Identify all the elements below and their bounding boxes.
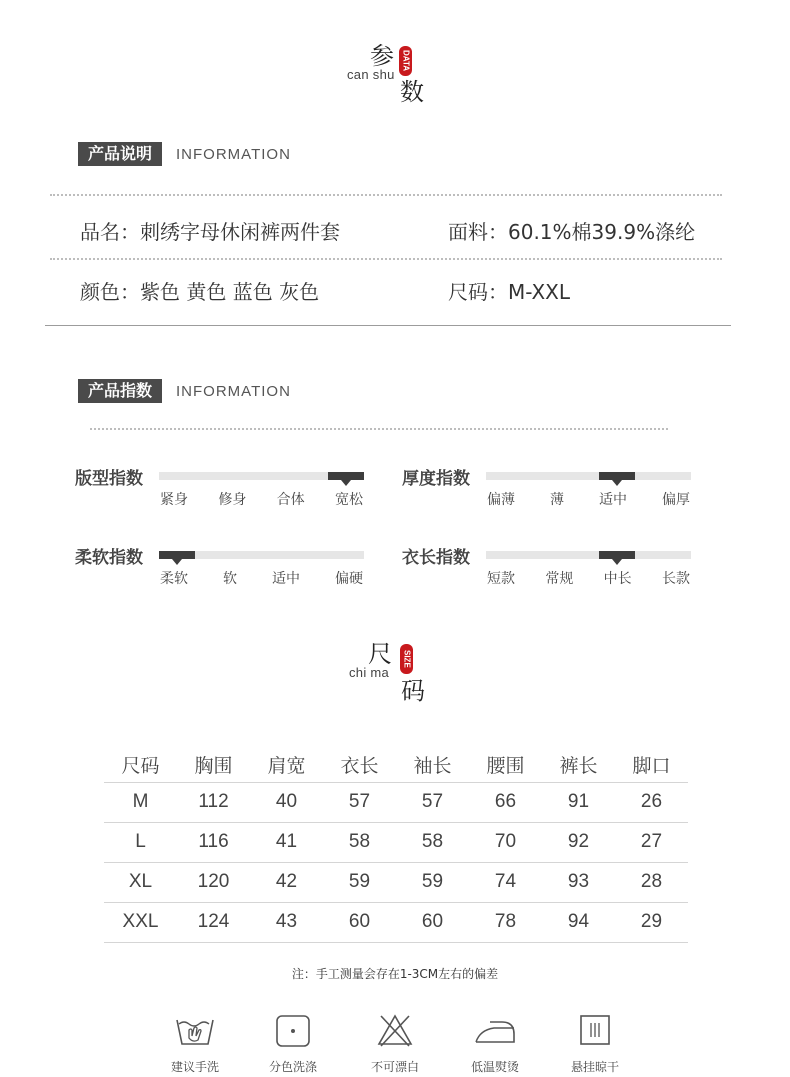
index-options [160, 568, 363, 588]
table-row [104, 902, 688, 942]
product-index-label: 产品指数 [78, 379, 162, 403]
index-options [487, 568, 690, 588]
table-header-cell: 腰围 [486, 755, 525, 778]
table-cell: 120 [177, 862, 250, 902]
index-option: 软 [223, 571, 237, 587]
low-iron-icon [470, 1010, 520, 1050]
table-row [104, 862, 688, 902]
separate-wash-icon [271, 1010, 315, 1050]
size-header-char1: 尺 [368, 640, 392, 668]
product-index-title-bar [78, 379, 291, 403]
product-info-eng: INFORMATION [176, 145, 291, 163]
divider-dotted [50, 194, 722, 196]
index-option: 偏厚 [662, 492, 690, 508]
params-header-pinyin: can shu [347, 67, 395, 82]
table-cell: L [104, 822, 177, 862]
table-row [104, 782, 688, 822]
table-cell: 41 [250, 822, 323, 862]
params-header-char1: 参 [370, 42, 394, 70]
table-cell: 59 [396, 862, 469, 902]
index-title: 厚度指数 [402, 469, 470, 489]
table-header-cell: 袖长 [413, 755, 452, 778]
table-cell: 74 [469, 862, 542, 902]
product-info-label: 产品说明 [78, 142, 162, 166]
product-info-title-bar [78, 142, 291, 166]
product-fabric: 面料：60.1%棉39.9%涤纶 [448, 220, 696, 244]
size-header-pinyin: chi ma [349, 665, 390, 680]
table-cell: 57 [396, 782, 469, 822]
index-option: 适中 [272, 571, 300, 587]
index-title: 版型指数 [75, 469, 143, 489]
size-header-char2: 码 [401, 677, 425, 705]
table-cell: 124 [177, 902, 250, 942]
table-cell: XL [104, 862, 177, 902]
table-cell: 40 [250, 782, 323, 822]
table-cell: 60 [396, 902, 469, 942]
care-label: 建议手洗 [170, 1060, 219, 1074]
index-option: 偏薄 [487, 492, 515, 508]
care-label: 分色洗涤 [268, 1060, 317, 1074]
table-cell: 93 [542, 862, 615, 902]
product-name: 品名：刺绣字母休闲裤两件套 [80, 220, 340, 244]
table-row [104, 822, 688, 862]
index-title: 柔软指数 [75, 548, 143, 568]
index-option: 薄 [550, 492, 564, 508]
divider-dotted [90, 428, 668, 430]
care-label: 不可漂白 [370, 1060, 419, 1074]
table-header-cell: 胸围 [194, 755, 233, 778]
index-option: 修身 [218, 492, 247, 508]
divider-solid [45, 325, 731, 326]
care-item [450, 1010, 540, 1075]
size-table-header-row [104, 748, 688, 782]
table-cell: 78 [469, 902, 542, 942]
index-title: 衣长指数 [402, 548, 470, 568]
table-cell: 91 [542, 782, 615, 822]
index-marker [328, 472, 364, 480]
table-cell: 27 [615, 822, 688, 862]
index-option: 中长 [603, 571, 632, 587]
index-track [486, 472, 691, 480]
index-option: 常规 [545, 571, 574, 587]
table-cell: 43 [250, 902, 323, 942]
table-cell: 29 [615, 902, 688, 942]
index-option: 柔软 [160, 571, 188, 587]
index-option: 适中 [599, 492, 627, 508]
index-options [487, 489, 690, 509]
index-option: 合体 [276, 492, 305, 508]
index-marker [599, 472, 635, 480]
table-cell: 60 [323, 902, 396, 942]
table-cell: 116 [177, 822, 250, 862]
params-seal-stamp: DATA [399, 46, 412, 76]
measurement-note: 注：手工测量会存在1-3CM左右的偏差 [291, 967, 499, 981]
product-index-eng: INFORMATION [176, 382, 291, 400]
index-option: 宽松 [334, 492, 363, 508]
table-cell: 92 [542, 822, 615, 862]
table-header-cell: 裤长 [559, 755, 598, 778]
table-header-cell: 脚口 [632, 755, 671, 778]
index-option: 长款 [661, 571, 690, 587]
table-cell: 70 [469, 822, 542, 862]
table-cell: 94 [542, 902, 615, 942]
care-label: 悬挂晾干 [570, 1060, 619, 1074]
index-marker [159, 551, 195, 559]
table-header-cell: 衣长 [340, 755, 379, 778]
care-item [550, 1010, 640, 1075]
care-label: 低温熨烫 [470, 1060, 519, 1074]
table-cell: XXL [104, 902, 177, 942]
hand-wash-icon [173, 1010, 217, 1050]
table-cell: 42 [250, 862, 323, 902]
table-cell: 57 [323, 782, 396, 822]
divider-dotted [50, 258, 722, 260]
table-header-cell: 尺码 [121, 755, 160, 778]
index-option: 紧身 [160, 492, 188, 508]
table-cell: 112 [177, 782, 250, 822]
params-header-char2: 数 [400, 78, 424, 106]
table-cell: 28 [615, 862, 688, 902]
care-item [150, 1010, 240, 1075]
care-item [350, 1010, 440, 1075]
product-colors: 颜色：紫色 黄色 蓝色 灰色 [80, 280, 320, 304]
table-cell: 66 [469, 782, 542, 822]
index-track [159, 551, 364, 559]
care-item [248, 1010, 338, 1075]
table-cell: 58 [323, 822, 396, 862]
index-option: 偏硬 [335, 571, 363, 587]
no-bleach-icon [373, 1010, 417, 1050]
index-track [159, 472, 364, 480]
hang-dry-icon [573, 1010, 617, 1050]
index-marker [599, 551, 635, 559]
index-track [486, 551, 691, 559]
index-options [160, 489, 363, 509]
table-header-cell: 肩宽 [267, 755, 306, 778]
index-option: 短款 [487, 571, 515, 587]
size-seal-stamp: SIZE [400, 644, 413, 674]
table-cell: 58 [396, 822, 469, 862]
table-cell: M [104, 782, 177, 822]
product-sizes: 尺码：M-XXL [448, 280, 571, 304]
size-table [104, 748, 688, 943]
table-cell: 59 [323, 862, 396, 902]
table-cell: 26 [615, 782, 688, 822]
